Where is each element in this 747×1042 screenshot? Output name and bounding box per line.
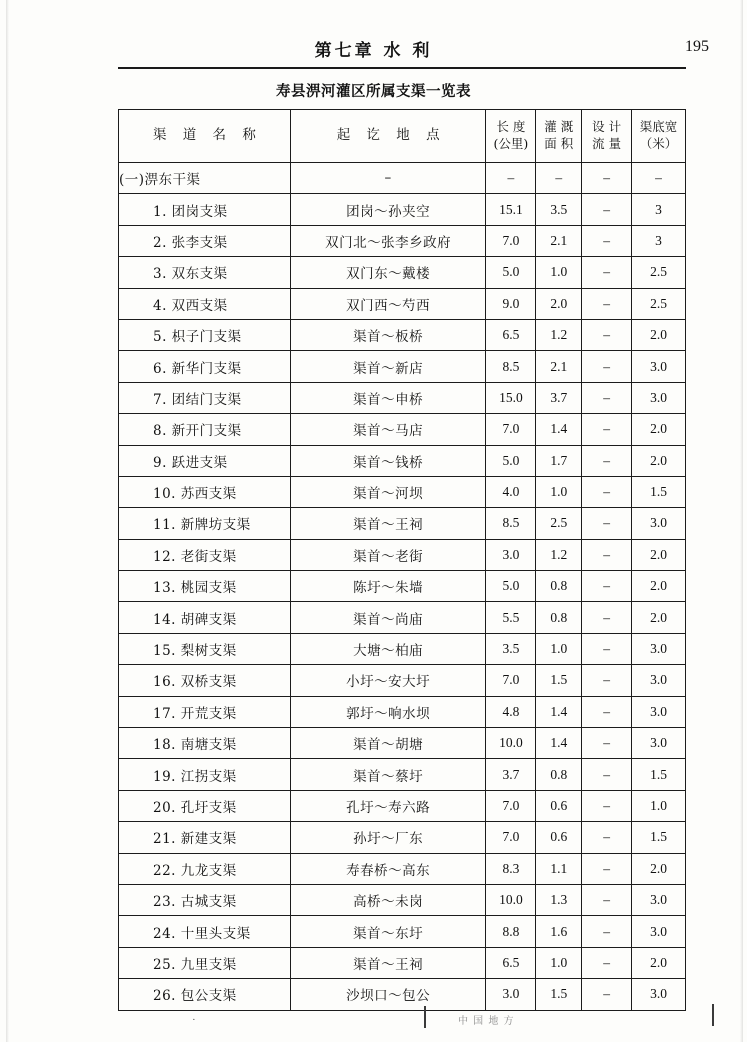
table-row <box>119 571 686 602</box>
cell-length: 4.8 <box>486 696 536 727</box>
footer-right-bar <box>712 1004 714 1026</box>
column-header-area-line2: 面 积 <box>544 136 574 151</box>
cell-endpoints: 沙坝口～包公 <box>290 979 486 1010</box>
cell-irrigated-area: 1.2 <box>536 539 582 570</box>
cell-design-flow: – <box>582 790 632 821</box>
cell-design-flow: – <box>582 288 632 319</box>
cell-length: 3.5 <box>486 633 536 664</box>
table-row <box>119 602 686 633</box>
cell-length: 7.0 <box>486 665 536 696</box>
chapter-title: 第七章 水 利 <box>314 41 433 61</box>
cell-irrigated-area: 1.5 <box>536 979 582 1010</box>
cell-canal-name: 11. 新牌坊支渠 <box>119 508 291 539</box>
cell-endpoints: 渠首～王祠 <box>290 947 486 978</box>
cell-bed-width: 1.0 <box>632 790 686 821</box>
cell-bed-width: 3.0 <box>632 696 686 727</box>
cell-canal-name: 2. 张李支渠 <box>119 225 291 256</box>
cell-canal-name: 6. 新华门支渠 <box>119 351 291 382</box>
cell-irrigated-area: 0.8 <box>536 571 582 602</box>
cell-endpoints: 双门北～张李乡政府 <box>290 225 486 256</box>
cell-endpoints: 渠首～胡塘 <box>290 728 486 759</box>
cell-length: 10.0 <box>486 884 536 915</box>
cell-length: 5.0 <box>486 257 536 288</box>
cell-endpoints: 双门东～戴楼 <box>290 257 486 288</box>
table-row <box>119 257 686 288</box>
cell-bed-width: 3.0 <box>632 728 686 759</box>
table-body <box>119 163 686 1011</box>
cell-endpoints: 小圩～安大圩 <box>290 665 486 696</box>
table-row <box>119 319 686 350</box>
cell-length: 3.0 <box>486 539 536 570</box>
cell-irrigated-area: 1.1 <box>536 853 582 884</box>
cell-bed-width: 3.0 <box>632 979 686 1010</box>
cell-bed-width: 3.0 <box>632 351 686 382</box>
cell-endpoints: 渠首～钱桥 <box>290 445 486 476</box>
cell-irrigated-area: 1.4 <box>536 696 582 727</box>
column-header-flow-line1: 设 计 <box>592 119 622 135</box>
column-header-length-line1: 长 度 <box>496 119 526 135</box>
cell-endpoints: 孔圩～寿六路 <box>290 790 486 821</box>
cell-bed-width: 2.0 <box>632 853 686 884</box>
cell-length: 15.0 <box>486 382 536 413</box>
cell-canal-name: 1. 团岗支渠 <box>119 194 291 225</box>
table-header-row <box>119 110 686 163</box>
cell-bed-width: 3.0 <box>632 665 686 696</box>
cell-bed-width: 2.0 <box>632 414 686 445</box>
cell-bed-width: 3.0 <box>632 508 686 539</box>
cell-length: 15.1 <box>486 194 536 225</box>
cell-design-flow: – <box>582 916 632 947</box>
cell-canal-name: 7. 团结门支渠 <box>119 382 291 413</box>
cell-canal-name: 3. 双东支渠 <box>119 257 291 288</box>
cell-length: 5.0 <box>486 445 536 476</box>
column-header-length <box>486 110 536 163</box>
table-row <box>119 822 686 853</box>
cell-length: 6.5 <box>486 319 536 350</box>
cell-canal-name: (一)淠东干渠 <box>119 163 291 194</box>
table-row <box>119 947 686 978</box>
cell-design-flow: – <box>582 163 632 194</box>
cell-design-flow: – <box>582 759 632 790</box>
cell-canal-name: 18. 南塘支渠 <box>119 728 291 759</box>
cell-length: 7.0 <box>486 822 536 853</box>
cell-length: 4.0 <box>486 476 536 507</box>
cell-irrigated-area: 1.2 <box>536 319 582 350</box>
cell-design-flow: – <box>582 319 632 350</box>
cell-irrigated-area: 0.6 <box>536 822 582 853</box>
cell-bed-width: 2.0 <box>632 602 686 633</box>
cell-bed-width: 2.5 <box>632 288 686 319</box>
cell-length: 7.0 <box>486 414 536 445</box>
cell-design-flow: – <box>582 571 632 602</box>
cell-bed-width: 1.5 <box>632 759 686 790</box>
cell-canal-name: 26. 包公支渠 <box>119 979 291 1010</box>
column-header-flow-line2: 流 量 <box>592 136 622 151</box>
cell-bed-width: 2.5 <box>632 257 686 288</box>
cell-canal-name: 17. 开荒支渠 <box>119 696 291 727</box>
cell-canal-name: 15. 梨树支渠 <box>119 633 291 664</box>
cell-endpoints: 大塘～柏庙 <box>290 633 486 664</box>
cell-design-flow: – <box>582 947 632 978</box>
column-header-area-line1: 灌 溉 <box>544 119 574 135</box>
column-header-bed-width-line1: 渠底宽 <box>639 119 678 135</box>
cell-endpoints: 团岗～孙夹空 <box>290 194 486 225</box>
cell-canal-name: 9. 跃进支渠 <box>119 445 291 476</box>
cell-design-flow: – <box>582 853 632 884</box>
cell-length: 6.5 <box>486 947 536 978</box>
table-row <box>119 194 686 225</box>
cell-bed-width: 3.0 <box>632 382 686 413</box>
cell-design-flow: – <box>582 696 632 727</box>
cell-length: 8.5 <box>486 508 536 539</box>
cell-design-flow: – <box>582 728 632 759</box>
cell-canal-name: 12. 老街支渠 <box>119 539 291 570</box>
cell-endpoints: – <box>290 163 486 194</box>
cell-design-flow: – <box>582 414 632 445</box>
cell-irrigated-area: 1.6 <box>536 916 582 947</box>
cell-endpoints: 陈圩～朱墙 <box>290 571 486 602</box>
table-row <box>119 414 686 445</box>
table-row <box>119 351 686 382</box>
footer-left-dot: · <box>192 1014 196 1026</box>
cell-length: 7.0 <box>486 225 536 256</box>
table-row <box>119 916 686 947</box>
column-header-name <box>119 110 291 163</box>
cell-design-flow: – <box>582 602 632 633</box>
table-row <box>119 790 686 821</box>
cell-irrigated-area: 2.5 <box>536 508 582 539</box>
cell-canal-name: 23. 古城支渠 <box>119 884 291 915</box>
cell-irrigated-area: 1.4 <box>536 728 582 759</box>
cell-endpoints: 渠首～尚庙 <box>290 602 486 633</box>
cell-bed-width: 2.0 <box>632 445 686 476</box>
cell-irrigated-area: 1.3 <box>536 884 582 915</box>
page-number: 195 <box>685 38 709 55</box>
cell-irrigated-area: 1.0 <box>536 257 582 288</box>
canal-branch-table <box>118 109 686 1011</box>
cell-irrigated-area: 1.0 <box>536 633 582 664</box>
cell-design-flow: – <box>582 476 632 507</box>
cell-bed-width: 3 <box>632 225 686 256</box>
cell-length: 7.0 <box>486 790 536 821</box>
cell-bed-width: 3.0 <box>632 633 686 664</box>
cell-irrigated-area: 1.0 <box>536 476 582 507</box>
cell-irrigated-area: 1.7 <box>536 445 582 476</box>
cell-design-flow: – <box>582 194 632 225</box>
cell-canal-name: 20. 孔圩支渠 <box>119 790 291 821</box>
cell-design-flow: – <box>582 382 632 413</box>
cell-canal-name: 13. 桃园支渠 <box>119 571 291 602</box>
cell-irrigated-area: 2.1 <box>536 225 582 256</box>
cell-endpoints: 渠首～申桥 <box>290 382 486 413</box>
footer-smudge-text: 中 国 地 方 <box>458 1016 515 1027</box>
table-row <box>119 225 686 256</box>
cell-canal-name: 19. 江拐支渠 <box>119 759 291 790</box>
cell-design-flow: – <box>582 633 632 664</box>
cell-endpoints: 孙圩～厂东 <box>290 822 486 853</box>
cell-bed-width: – <box>632 163 686 194</box>
table-row <box>119 853 686 884</box>
cell-bed-width: 2.0 <box>632 319 686 350</box>
cell-canal-name: 21. 新建支渠 <box>119 822 291 853</box>
table-row <box>119 288 686 319</box>
column-header-area <box>536 110 582 163</box>
cell-bed-width: 2.0 <box>632 539 686 570</box>
cell-endpoints: 渠首～马店 <box>290 414 486 445</box>
cell-irrigated-area: 3.7 <box>536 382 582 413</box>
cell-bed-width: 3.0 <box>632 916 686 947</box>
table-row <box>119 445 686 476</box>
scan-edge-left <box>6 0 9 1042</box>
table-row <box>119 633 686 664</box>
cell-endpoints: 渠首～老街 <box>290 539 486 570</box>
cell-design-flow: – <box>582 445 632 476</box>
cell-endpoints: 渠首～王祠 <box>290 508 486 539</box>
cell-endpoints: 高桥～未岗 <box>290 884 486 915</box>
table-row <box>119 665 686 696</box>
header-rule <box>118 67 686 69</box>
cell-design-flow: – <box>582 822 632 853</box>
cell-irrigated-area: 1.5 <box>536 665 582 696</box>
cell-canal-name: 22. 九龙支渠 <box>119 853 291 884</box>
cell-endpoints: 郭圩～响水坝 <box>290 696 486 727</box>
cell-bed-width: 3.0 <box>632 884 686 915</box>
cell-irrigated-area: 0.8 <box>536 602 582 633</box>
cell-irrigated-area: 2.0 <box>536 288 582 319</box>
cell-design-flow: – <box>582 351 632 382</box>
cell-design-flow: – <box>582 979 632 1010</box>
cell-endpoints: 寿春桥～高东 <box>290 853 486 884</box>
cell-length: 5.5 <box>486 602 536 633</box>
cell-canal-name: 25. 九里支渠 <box>119 947 291 978</box>
cell-bed-width: 1.5 <box>632 822 686 853</box>
cell-length: 10.0 <box>486 728 536 759</box>
cell-irrigated-area: – <box>536 163 582 194</box>
cell-design-flow: – <box>582 257 632 288</box>
cell-endpoints: 渠首～新店 <box>290 351 486 382</box>
cell-length: 3.0 <box>486 979 536 1010</box>
column-header-flow <box>582 110 632 163</box>
cell-endpoints: 渠首～板桥 <box>290 319 486 350</box>
page-header <box>0 36 747 62</box>
cell-canal-name: 16. 双桥支渠 <box>119 665 291 696</box>
cell-design-flow: – <box>582 539 632 570</box>
cell-design-flow: – <box>582 508 632 539</box>
table-row <box>119 696 686 727</box>
cell-irrigated-area: 0.8 <box>536 759 582 790</box>
cell-design-flow: – <box>582 225 632 256</box>
cell-canal-name: 24. 十里头支渠 <box>119 916 291 947</box>
table-row <box>119 728 686 759</box>
table-row <box>119 508 686 539</box>
cell-irrigated-area: 1.4 <box>536 414 582 445</box>
column-header-name-label: 渠 道 名 称 <box>152 127 262 144</box>
cell-length: 8.3 <box>486 853 536 884</box>
cell-irrigated-area: 1.0 <box>536 947 582 978</box>
table-row <box>119 476 686 507</box>
cell-irrigated-area: 3.5 <box>536 194 582 225</box>
cell-endpoints: 渠首～河坝 <box>290 476 486 507</box>
table-row <box>119 163 686 194</box>
table-row <box>119 759 686 790</box>
cell-design-flow: – <box>582 665 632 696</box>
cell-irrigated-area: 2.1 <box>536 351 582 382</box>
cell-length: – <box>486 163 536 194</box>
table-row <box>119 382 686 413</box>
cell-canal-name: 4. 双西支渠 <box>119 288 291 319</box>
cell-design-flow: – <box>582 884 632 915</box>
footer-center-bar <box>424 1006 426 1028</box>
cell-bed-width: 2.0 <box>632 947 686 978</box>
cell-endpoints: 双门西～芍西 <box>290 288 486 319</box>
cell-length: 9.0 <box>486 288 536 319</box>
cell-bed-width: 2.0 <box>632 571 686 602</box>
cell-length: 3.7 <box>486 759 536 790</box>
cell-length: 8.8 <box>486 916 536 947</box>
column-header-length-line2: (公里) <box>493 136 529 151</box>
cell-bed-width: 3 <box>632 194 686 225</box>
table-row <box>119 539 686 570</box>
column-header-place <box>290 110 486 163</box>
cell-canal-name: 8. 新开门支渠 <box>119 414 291 445</box>
column-header-bed-width <box>632 110 686 163</box>
column-header-bed-width-line2: （米） <box>639 136 678 151</box>
scan-edge-right <box>740 0 743 1042</box>
cell-length: 8.5 <box>486 351 536 382</box>
table-row <box>119 884 686 915</box>
cell-length: 5.0 <box>486 571 536 602</box>
table-title: 寿县淠河灌区所属支渠一览表 <box>276 83 471 100</box>
cell-canal-name: 5. 枳子门支渠 <box>119 319 291 350</box>
cell-irrigated-area: 0.6 <box>536 790 582 821</box>
footer-marks <box>0 1002 747 1032</box>
column-header-place-label: 起 讫 地 点 <box>336 127 446 144</box>
cell-canal-name: 10. 苏西支渠 <box>119 476 291 507</box>
cell-endpoints: 渠首～蔡圩 <box>290 759 486 790</box>
cell-canal-name: 14. 胡碑支渠 <box>119 602 291 633</box>
cell-bed-width: 1.5 <box>632 476 686 507</box>
cell-endpoints: 渠首～东圩 <box>290 916 486 947</box>
